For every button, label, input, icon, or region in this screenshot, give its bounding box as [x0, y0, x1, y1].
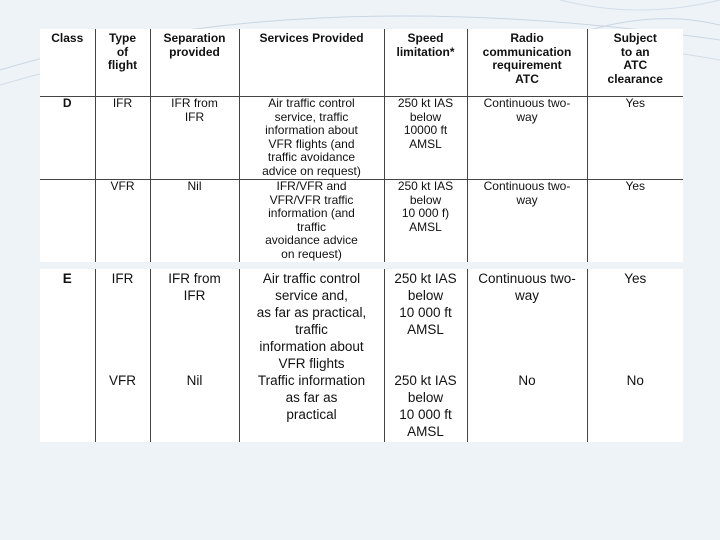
speed-cell: 250 kt IAS below 10 000 ft AMSL	[384, 269, 467, 372]
column-header-type-of-flight: Type of flight	[95, 29, 150, 97]
separation-cell: IFR from IFR	[150, 97, 239, 180]
separation-cell: Nil	[150, 372, 239, 442]
separation-cell: IFR from IFR	[150, 269, 239, 372]
radio-cell: Continuous two- way	[467, 97, 587, 180]
type-cell: VFR	[95, 180, 150, 262]
column-header-radio-communication: Radio communication requirement ATC	[467, 29, 587, 97]
table-row	[40, 180, 683, 262]
services-cell: IFR/VFR and VFR/VFR traffic information (and traffic avoidance advice on request)	[239, 180, 384, 262]
column-header-services: Services Provided	[239, 29, 384, 97]
class-cell: D	[40, 97, 95, 180]
table-header-row	[40, 29, 683, 97]
column-header-speed-limitation: Speed limitation*	[384, 29, 467, 97]
speed-cell: 250 kt IAS below 10000 ft AMSL	[384, 97, 467, 180]
airspace-class-table-bottom	[40, 269, 683, 442]
clearance-cell: No	[626, 373, 644, 388]
type-cell: IFR	[95, 269, 150, 372]
services-cell: Air traffic control service and, as far as practical, traffic information about VFR flights	[239, 269, 384, 372]
type-cell: VFR	[95, 372, 150, 442]
table-row	[40, 269, 683, 372]
table-row	[40, 97, 683, 180]
airspace-class-table-top	[40, 29, 683, 262]
services-cell: Traffic information as far as practical	[239, 372, 384, 442]
speed-cell: 250 kt IAS below 10 000 f) AMSL	[384, 180, 467, 262]
table-row	[40, 372, 683, 442]
separation-cell: Nil	[150, 180, 239, 262]
column-header-separation: Separation provided	[150, 29, 239, 97]
column-header-atc-clearance: Subject to an ATC clearance	[587, 29, 683, 97]
type-cell: IFR	[95, 97, 150, 180]
services-cell: Air traffic control service, traffic information about VFR flights (and traffic avoidance advice on request)	[239, 97, 384, 180]
class-cell: E	[40, 269, 95, 372]
column-header-class: Class	[40, 29, 95, 97]
speed-cell: 250 kt IAS below 10 000 ft AMSL	[384, 372, 467, 442]
radio-cell: Continuous two- way	[467, 269, 587, 372]
class-cell	[40, 180, 95, 262]
radio-cell: Continuous two- way	[467, 180, 587, 262]
clearance-cell: Yes	[587, 97, 683, 180]
clearance-cell: Yes	[625, 179, 646, 193]
radio-cell: No	[467, 372, 587, 442]
class-cell	[40, 372, 95, 442]
clearance-cell: Yes	[624, 271, 647, 286]
